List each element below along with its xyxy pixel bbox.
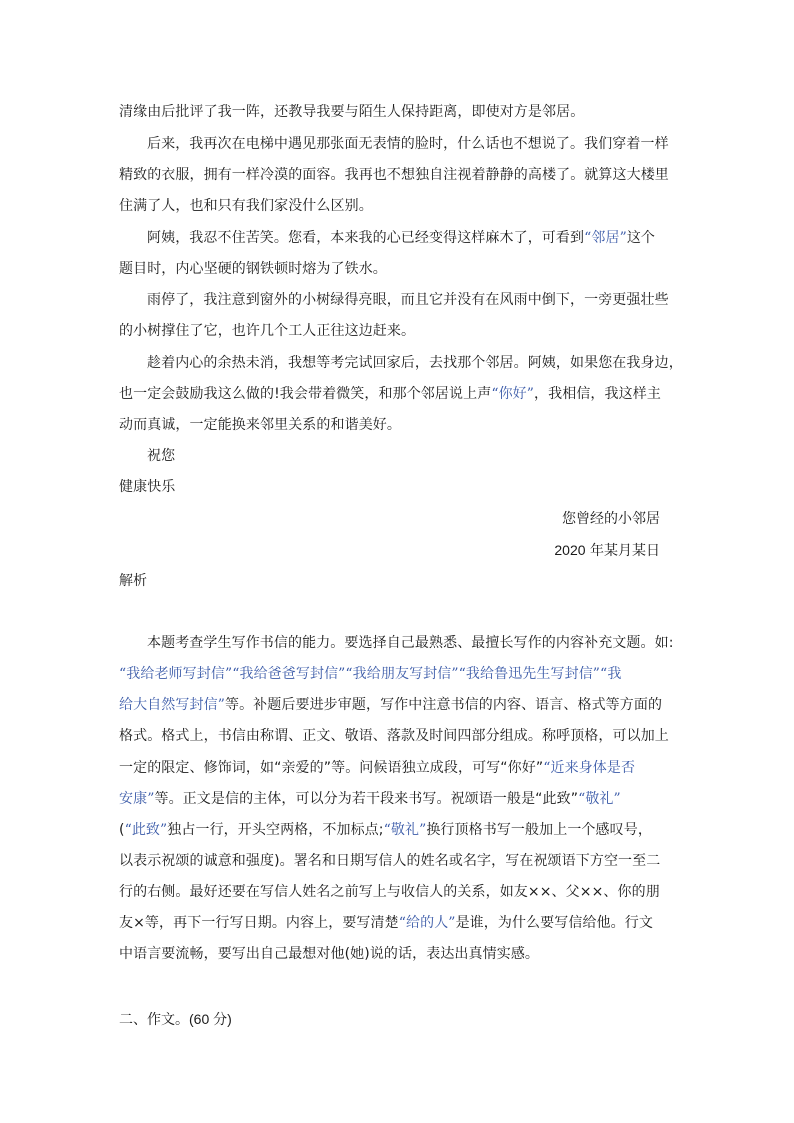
quoted-text: 给大自然写封信” xyxy=(119,697,225,713)
quoted-text: “给的人” xyxy=(398,915,456,931)
analysis-line xyxy=(119,820,679,840)
quoted-text: “我给老师写封信”“我给爸爸写封信”“我给朋友写封信”“我给鲁迅先生写封信”“我 xyxy=(119,666,622,682)
text: 也一定会鼓励我这么做的!我会带着微笑，和那个邻居说上声 xyxy=(119,386,492,402)
text: 健康快乐 xyxy=(119,479,176,495)
quoted-text: 安康” xyxy=(119,791,155,807)
letter-line xyxy=(119,353,683,373)
analysis-line xyxy=(119,633,679,653)
letter-line xyxy=(119,259,679,279)
analysis-line xyxy=(119,758,679,778)
quoted-text: “邻居” xyxy=(584,230,627,246)
letter-line xyxy=(119,321,679,341)
text: 雨停了，我注意到窗外的小树绿得亮眼，而且它并没有在风雨中倒下，一旁更强壮些 xyxy=(147,292,669,308)
text: 题目时，内心坚硬的钢铁顿时熔为了铁水。 xyxy=(119,261,387,277)
date-rest: 年某月某日 xyxy=(590,543,660,559)
analysis-line xyxy=(119,695,679,715)
text: 本题考查学生写作书信的能力。要选择自己最熟悉、最擅长写作的内容补充文题。如: xyxy=(147,635,674,651)
text: 独占一行，开头空两格，不加标点; xyxy=(167,822,384,838)
text: 精致的衣服，拥有一样冷漠的面容。我再也不想独自注视着静静的高楼了。就算这大楼里 xyxy=(119,167,669,183)
letter-line xyxy=(119,196,679,216)
text: 格式。格式上，书信由称谓、正文、敬语、落款及时间四部分组成。称呼顶格，可以加上 xyxy=(119,728,669,744)
text: 是谁，为什么要写信给他。行文 xyxy=(455,915,653,931)
analysis-line xyxy=(119,851,679,871)
quoted-text: “敬礼” xyxy=(578,791,621,807)
text: 行的右侧。最好还要在写信人姓名之前写上与收信人的关系，如友××、父××、你的朋 xyxy=(119,884,660,900)
text: 以表示祝颂的诚意和强度)。署名和日期写信人的姓名或名字，写在祝颂语下方空一至二 xyxy=(119,853,661,869)
quoted-text: “敬礼” xyxy=(383,822,427,838)
letter-line xyxy=(119,228,679,248)
date xyxy=(554,540,660,561)
signature: 您曾经的小邻居 xyxy=(562,511,660,527)
section-heading xyxy=(119,1009,232,1030)
text: 趁着内心的余热未消，我想等考完试回家后，去找那个邻居。阿姨，如果您在我身边， xyxy=(147,355,683,371)
analysis-line xyxy=(119,944,679,964)
wish xyxy=(119,477,679,497)
letter-line xyxy=(119,134,679,154)
quoted-text: “近来身体是否 xyxy=(543,760,636,776)
text: 友×等，再下一行写日期。内容上，要写清楚 xyxy=(119,915,399,931)
analysis-line xyxy=(119,726,679,746)
letter-line xyxy=(119,165,679,185)
text: 祝您 xyxy=(147,448,176,464)
quoted-text: “此致” xyxy=(124,822,168,838)
analysis-line xyxy=(119,789,679,809)
text: ，我相信，我这样主 xyxy=(534,386,661,402)
letter-line xyxy=(119,102,679,122)
section-score: (60 分) xyxy=(189,1011,232,1027)
section-title: 二、作文。 xyxy=(119,1012,189,1028)
text: 等。正文是信的主体，可以分为若干段来书写。祝颂语一般是“此致” xyxy=(154,791,579,807)
greeting xyxy=(119,446,679,466)
text: 换行顶格书写一般加上一个感叹号， xyxy=(426,822,652,838)
text: 住满了人，也和只有我们家没什么区别。 xyxy=(119,198,373,214)
text: 这个 xyxy=(626,230,656,246)
analysis-line xyxy=(119,882,679,902)
date-year: 2020 xyxy=(554,542,586,558)
text: 一定的限定、修饰词，如“亲爱的”等。问候语独立成段，可写“你好” xyxy=(119,760,544,776)
letter-line xyxy=(119,415,679,435)
analysis-line xyxy=(119,664,679,684)
text: 等。补题后要进步审题，写作中注意书信的内容、语言、格式等方面的 xyxy=(224,697,663,713)
letter-line xyxy=(119,290,679,310)
analysis-heading: 解析 xyxy=(119,573,147,589)
text: ( xyxy=(119,822,125,838)
text: 的小树撑住了它，也许几个工人正往这边赶来。 xyxy=(119,323,416,339)
text: 动而真诚，一定能换来邻里关系的和谐美好。 xyxy=(119,417,401,433)
text: 中语言要流畅，要写出自己最想对他(她)说的话，表达出真情实感。 xyxy=(119,946,540,962)
text: 阿姨，我忍不住苦笑。您看，本来我的心已经变得这样麻木了，可看到 xyxy=(147,230,585,246)
letter-line xyxy=(119,384,679,404)
text: 后来，我再次在电梯中遇见那张面无表情的脸时，什么话也不想说了。我们穿着一样 xyxy=(147,136,669,152)
quoted-text: “你好” xyxy=(491,386,535,402)
analysis-line xyxy=(119,913,679,933)
text: 清缘由后批评了我一阵，还教导我要与陌生人保持距离，即使对方是邻居。 xyxy=(119,104,585,120)
